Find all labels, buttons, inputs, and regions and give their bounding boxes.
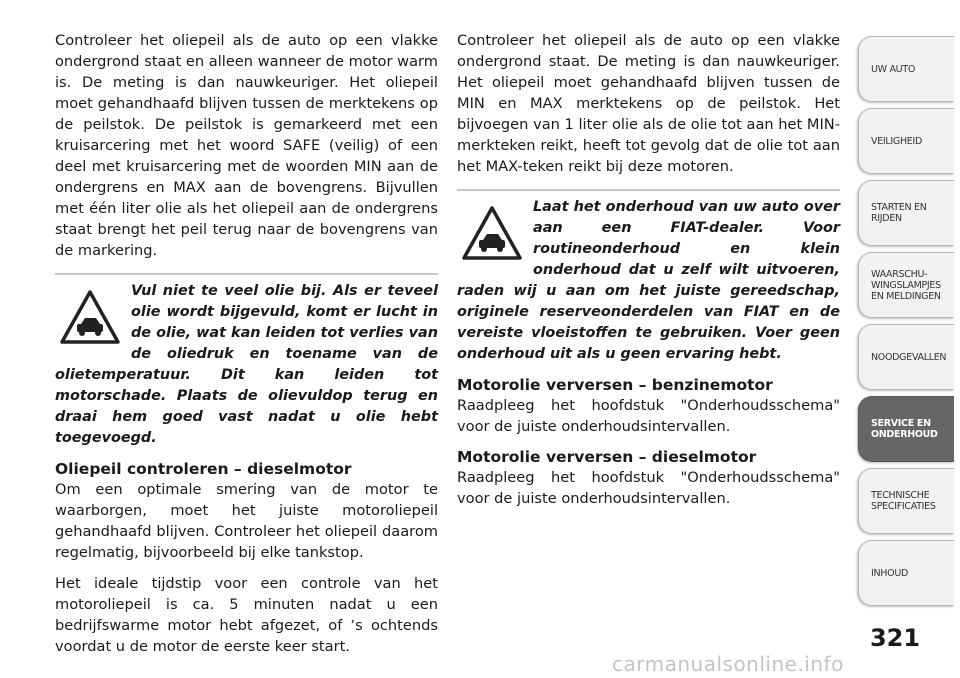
body-paragraph: Raadpleeg het hoofdstuk "Onderhoudsschema" voor de juiste onderhoudsintervallen. bbox=[457, 397, 840, 435]
section-heading: Motorolie verversen – benzinemotor bbox=[457, 376, 773, 394]
tab-starten-en-rijden[interactable] bbox=[858, 180, 954, 246]
tab-label: VEILIGHEID bbox=[871, 135, 923, 147]
tab-technische-specificaties[interactable] bbox=[858, 468, 954, 534]
tab-inhoud[interactable] bbox=[858, 540, 954, 606]
chapter-tabs bbox=[858, 0, 960, 678]
intro-paragraph: Controleer het oliepeil als de auto op een vlakke ondergrond staat. De meting is dan nauwkeuriger. Het oliepeil moet gehandhaafd blijven tussen de MIN en MAX merktekens op de peilstok. Het bijvoegen van 1 liter olie als de olie tot aan het MIN-merkteken reikt, heeft tot gevolg dat de olie tot aan het MAX-teken reikt bij deze motoren. bbox=[457, 32, 840, 175]
warning-box bbox=[457, 189, 840, 365]
tab-service-en-onderhoud[interactable] bbox=[858, 396, 954, 462]
body-paragraph: Om een optimale smering van de motor te waarborgen, moet het juiste motoroliepeil gehandhaafd blijven. Controleer het oliepeil daarom regelmatig, bijvoorbeeld bij elke tankstop. bbox=[55, 481, 438, 561]
tab-label: WAARSCHU- WINGSLAMPJES EN MELDINGEN bbox=[871, 268, 941, 302]
tab-label: NOODGEVALLEN bbox=[871, 351, 947, 363]
left-column bbox=[55, 30, 438, 657]
tab-waarschuwingslampjes[interactable] bbox=[858, 252, 954, 318]
tab-label: TECHNISCHE SPECIFICATIES bbox=[871, 490, 936, 512]
tab-veiligheid[interactable] bbox=[858, 108, 954, 174]
car-warning-icon bbox=[59, 289, 121, 345]
page-number: 321 bbox=[869, 624, 921, 652]
tab-uw-auto[interactable] bbox=[858, 36, 954, 102]
section-heading: Motorolie verversen – dieselmotor bbox=[457, 448, 757, 466]
body-paragraph: Raadpleeg het hoofdstuk "Onderhoudsschema" voor de juiste onderhoudsintervallen. bbox=[457, 469, 840, 507]
right-column bbox=[457, 30, 840, 509]
tab-label: SERVICE EN ONDERHOUD bbox=[871, 418, 938, 440]
warning-text: Laat het onderhoud van uw auto over aan een FIAT-dealer. Voor routineonderhoud en klein onderhoud dat u zelf wilt uitvoeren, raden wij u aan om het juiste gereedschap, originele reserveonderdelen van FIAT en de vereiste vloeistoffen te gebruiken. Voer geen onderhoud uit als u geen ervaring hebt. bbox=[457, 199, 840, 362]
tab-label: INHOUD bbox=[871, 567, 908, 579]
section-heading: Oliepeil controleren – dieselmotor bbox=[55, 460, 352, 478]
tab-label: STARTEN EN RIJDEN bbox=[871, 202, 927, 224]
tab-noodgevallen[interactable] bbox=[858, 324, 954, 390]
intro-paragraph: Controleer het oliepeil als de auto op een vlakke ondergrond staat en alleen wanneer de motor warm is. De meting is dan nauwkeuriger. Het oliepeil moet gehandhaafd blijven tussen de merktekens op de peilstok. De peilstok is gemarkeerd met een kruisarcering met het woord SAFE (veilig) of een deel met kruisarcering met de woorden MIN aan de ondergrens en MAX aan de bovengrens. Bijvullen met één liter olie als het oliepeil aan de ondergrens staat brengt het peil terug naar de bovengrens van de markering. bbox=[55, 32, 438, 259]
warning-text: Vul niet te veel olie bij. Als er teveel olie wordt bijgevuld, komt er lucht in de olie, wat kan leiden tot verlies van de oliedruk en toename van de olietemperatuur. Dit kan leiden tot motorschade. Plaats de olievuldop terug en draai hem goed vast nadat u olie hebt toegevoegd. bbox=[55, 283, 438, 446]
car-warning-icon bbox=[461, 205, 523, 261]
watermark: carmanualsonline.info bbox=[612, 652, 844, 676]
warning-box bbox=[55, 273, 438, 449]
tab-label: UW AUTO bbox=[871, 63, 915, 75]
body-paragraph: Het ideale tijdstip voor een controle van het motoroliepeil is ca. 5 minuten nadat u een bedrijfswarme motor hebt afgezet, of ‘s ochtends voordat u de motor de eerste keer start. bbox=[55, 575, 438, 655]
